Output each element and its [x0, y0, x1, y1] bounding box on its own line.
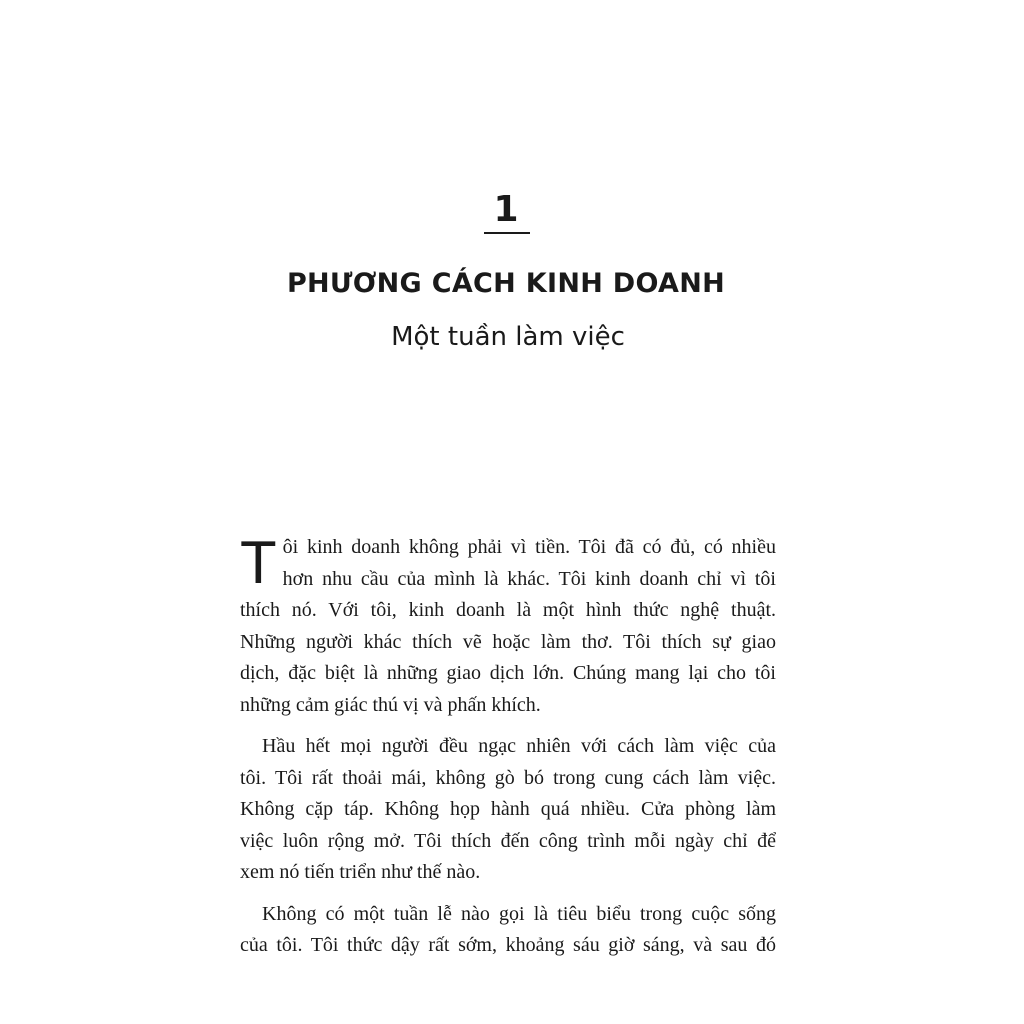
paragraph-line: những cảm giác thú vị và phấn khích. — [240, 693, 541, 716]
body-text — [240, 529, 776, 972]
paragraph-line: hơn nhu cầu của mình là khác. Tôi kinh doanh chỉ vì tôi — [282, 567, 776, 590]
chapter-subtitle: Một tuần làm việc — [391, 322, 625, 352]
chapter-divider — [484, 232, 530, 234]
drop-cap: T — [240, 529, 277, 596]
chapter-title: PHƯƠNG CÁCH KINH DOANH — [286, 268, 726, 299]
paragraph-line: việc luôn rộng mở. Tôi thích đến công trình mỗi ngày chỉ để — [240, 829, 776, 852]
paragraph-line: Không cặp táp. Không họp hành quá nhiều. Cửa phòng làm — [240, 798, 776, 820]
paragraph-line: dịch, đặc biệt là những giao dịch lớn. Chúng mang lại cho tôi — [240, 662, 776, 684]
paragraph-line: thích nó. Với tôi, kinh doanh là một hình thức nghệ thuật. — [240, 599, 776, 621]
paragraph-line: tôi. Tôi rất thoải mái, không gò bó trong cung cách làm việc. — [240, 766, 776, 789]
paragraph-line: của tôi. Tôi thức dậy rất sớm, khoảng sáu giờ sáng, và sau đó — [240, 934, 776, 956]
paragraph-line: Những người khác thích vẽ hoặc làm thơ. Tôi thích sự giao — [240, 630, 776, 653]
paragraph-line: Hầu hết mọi người đều ngạc nhiên với cách làm việc của — [262, 735, 776, 757]
paragraph-1 — [240, 529, 776, 721]
paragraph-line: Không có một tuần lễ nào gọi là tiêu biểu trong cuộc sống — [262, 902, 776, 925]
paragraph-line: xem nó tiến triển như thế nào. — [240, 861, 481, 883]
paragraph-line: ôi kinh doanh không phải vì tiền. Tôi đã có đủ, có nhiều — [282, 536, 776, 558]
chapter-number: 1 — [493, 189, 519, 230]
paragraph-3 — [240, 899, 776, 962]
paragraph-2 — [240, 731, 776, 889]
